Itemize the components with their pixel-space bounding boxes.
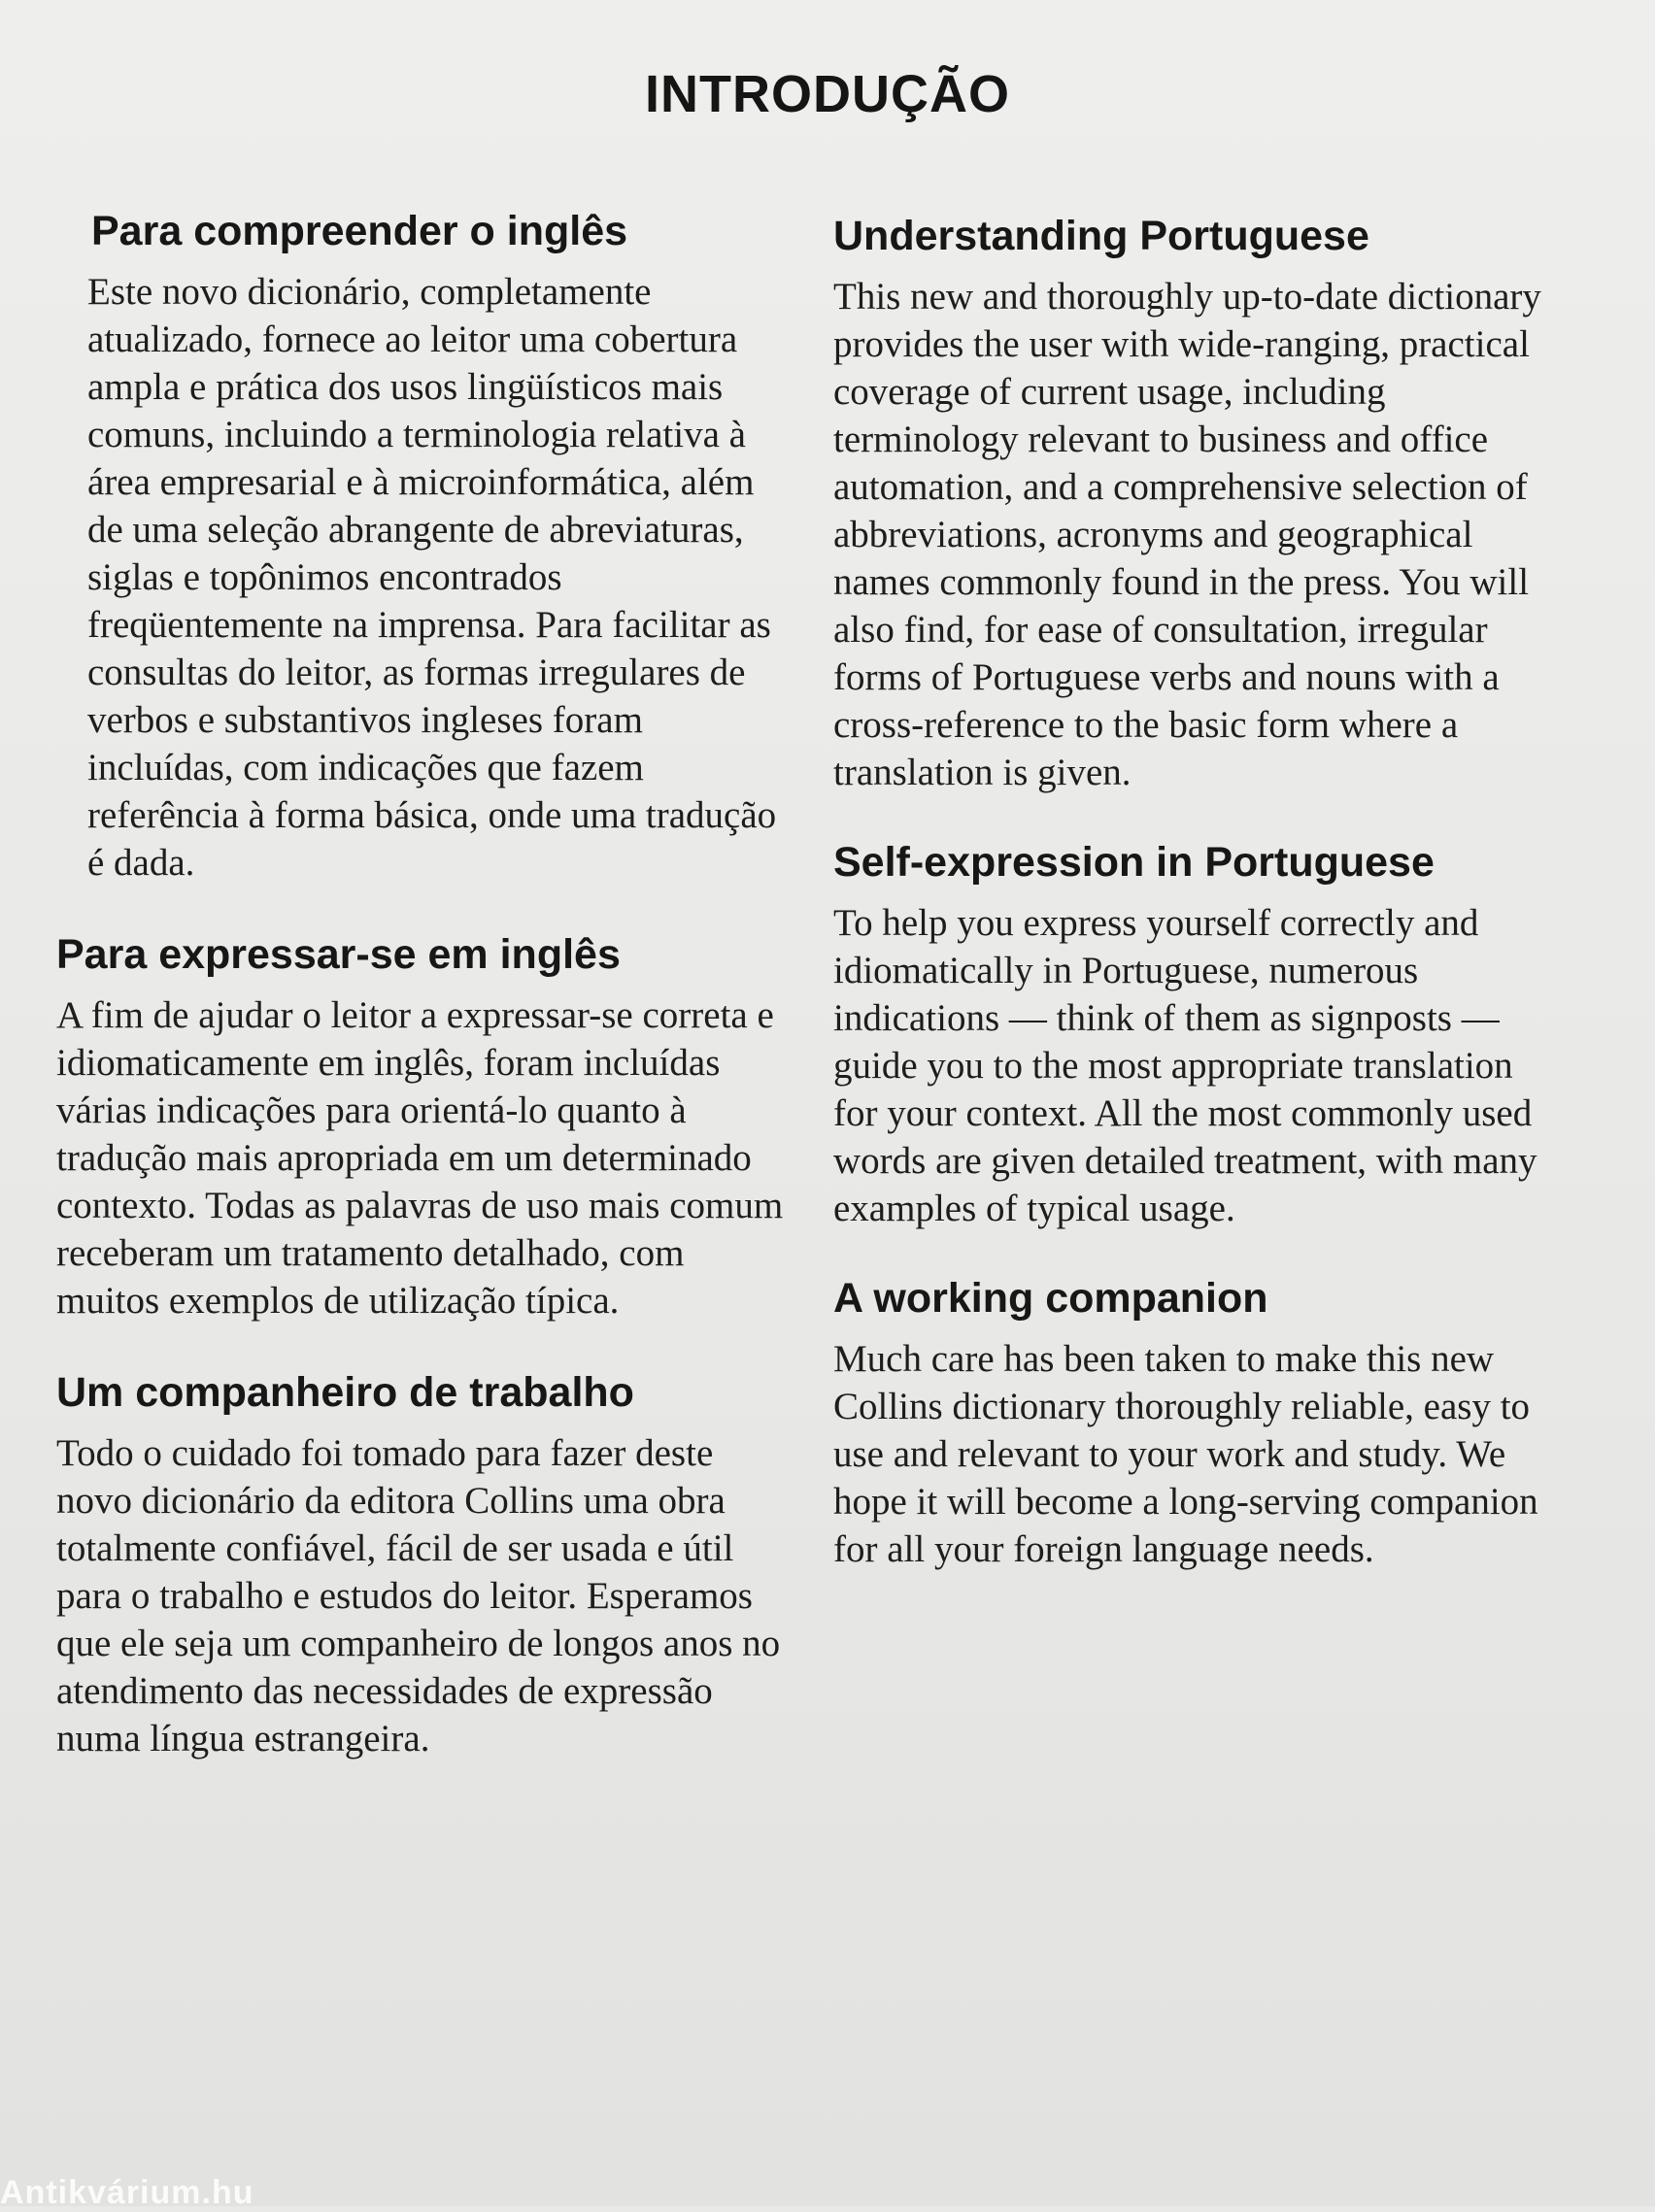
section-paragraph: Much care has been taken to make this new Collins dictionary thoroughly reliable, easy to use and relevant to your work and study. We hope it will become a long-serving companion for all your foreign language needs. [833, 1338, 1538, 1570]
watermark-logo: Antikvárium.hu [0, 2174, 254, 2211]
section-heading: Para compreender o inglês [91, 208, 628, 254]
section-paragraph: A fim de ajudar o leitor a expressar-se correta e idiomaticamente em inglês, foram incluídas várias indicações para orientá-lo quanto à tradução mais apropriada em um determinado contexto. Todas as palavras de uso mais comum receberam um tratamento detalhado, com muitos exemplos de utilização típica. [56, 994, 784, 1322]
section-para-expressar [56, 927, 794, 1324]
right-column-english [833, 209, 1554, 1573]
section-heading: Para expressar-se em inglês [56, 931, 621, 978]
section-paragraph: Este novo dicionário, completamente atualizado, fornece ao leitor uma cobertura ampla e prática dos usos lingüísticos mais comuns, incluindo a terminologia relativa à área empresarial e à microinformática, além de uma seleção abrangente de abreviaturas, siglas e topônimos encontrados freqüentemente na imprensa. Para facilitar as consultas do leitor, as formas irregulares de verbos e substantivos ingleses foram incluídas, com indicações que fazem referência à forma básica, onde uma tradução é dada. [87, 271, 777, 884]
section-self-expression [833, 835, 1554, 1232]
left-column-portuguese [56, 204, 794, 1762]
section-paragraph: To help you express yourself correctly and idiomatically in Portuguese, numerous indications — think of them as signposts — guide you to the most appropriate translation for your context. All the most commonly used words are given detailed treatment, with many examples of typical usage. [833, 902, 1537, 1229]
section-heading: Understanding Portuguese [833, 213, 1369, 259]
section-heading: A working companion [833, 1275, 1268, 1322]
section-heading: Um companheiro de trabalho [56, 1369, 634, 1416]
section-working-companion [833, 1271, 1554, 1573]
section-um-companheiro [56, 1365, 794, 1762]
section-paragraph: This new and thoroughly up-to-date dictionary provides the user with wide-ranging, practical coverage of current usage, including terminology relevant to business and office automation, and a comprehensive selection of abbreviations, acronyms and geographical names commonly found in the press. You will also find, for ease of consultation, irregular forms of Portuguese verbs and nouns with a cross-reference to the basic form where a translation is given. [833, 276, 1541, 793]
section-para-compreender [56, 204, 794, 887]
section-understanding-portuguese [833, 209, 1554, 796]
section-heading: Self-expression in Portuguese [833, 839, 1435, 886]
section-paragraph: Todo o cuidado foi tomado para fazer deste novo dicionário da editora Collins uma obra totalmente confiável, fácil de ser usada e útil para o trabalho e estudos do leitor. Esperamos que ele seja um companheiro de longos anos no atendimento das necessidades de expressão numa língua estrangeira. [56, 1432, 781, 1760]
page-title: INTRODUÇÃO [645, 65, 1010, 123]
